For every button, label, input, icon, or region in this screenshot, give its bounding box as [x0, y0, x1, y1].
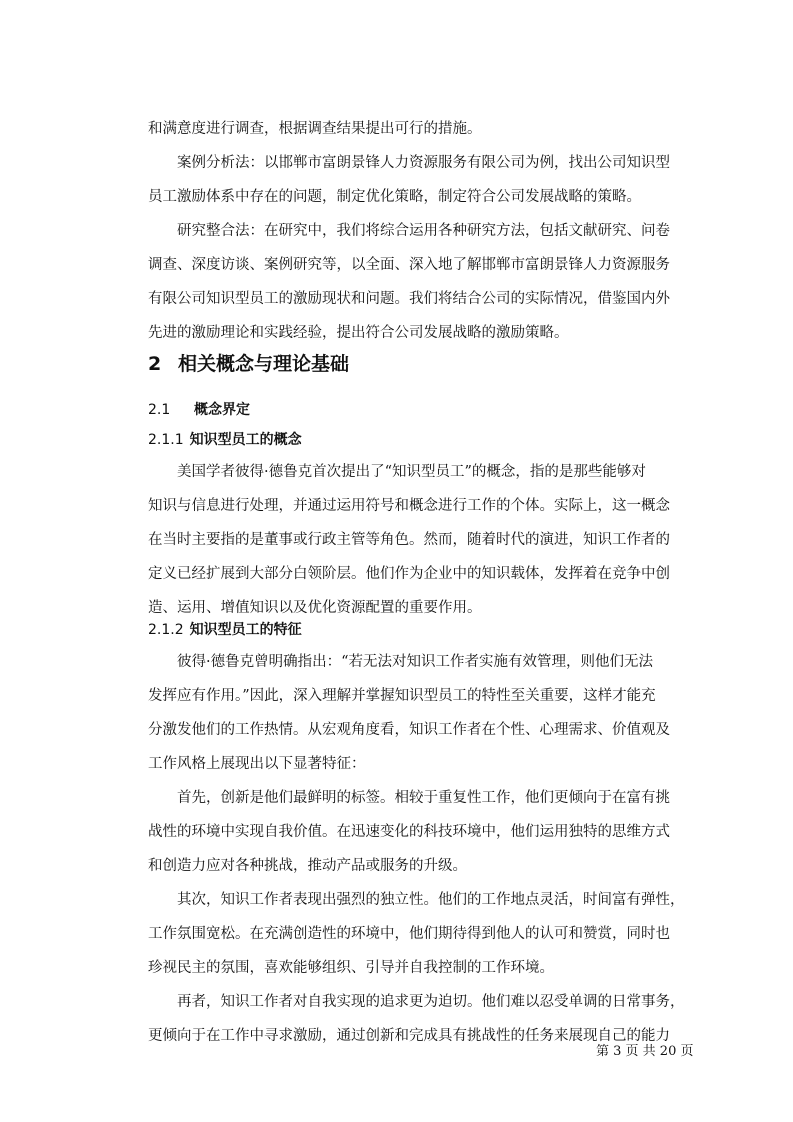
paragraph-independence	[148, 883, 718, 985]
subsection-heading	[148, 425, 302, 455]
text-line: 发挥应有作用。”因此，深入理解并掌握知识型员工的特性至关重要，这样才能充	[148, 688, 656, 704]
text-line: 知识与信息进行处理，并通过运用符号和概念进行工作的个体。实际上，这一概念	[148, 498, 670, 514]
subsection-title: 知识型员工的概念	[189, 432, 302, 448]
chapter-title: 相关概念与理论基础	[178, 353, 350, 375]
subsection-heading	[148, 615, 302, 645]
text-line: 分激发他们的工作热情。从宏观角度看，知识工作者在个性、心理需求、价值观及	[148, 722, 670, 738]
paragraph-survey-end	[148, 112, 718, 146]
text-line: 珍视民主的氛围，喜欢能够组织、引导并自我控制的工作环境。	[148, 960, 554, 976]
text-line: 案例分析法：以邯郸市富朗景锋人力资源服务有限公司为例，找出公司知识型	[148, 155, 670, 171]
section-number: 2.1	[148, 402, 171, 418]
chapter-number: 2	[148, 353, 162, 375]
text-line: 定义已经扩展到大部分白领阶层。他们作为企业中的知识载体，发挥着在竞争中创	[148, 566, 670, 582]
text-line: 和创造力应对各种挑战，推动产品或服务的升级。	[148, 858, 467, 874]
text-line: 其次，知识工作者表现出强烈的独立性。他们的工作地点灵活，时间富有弹性，	[148, 892, 685, 908]
paragraph-case-analysis	[148, 146, 718, 214]
text-line: 员工激励体系中存在的问题，制定优化策略，制定符合公司发展战略的策略。	[148, 189, 641, 205]
text-line: 再者，知识工作者对自我实现的追求更为迫切。他们难以忍受单调的日常事务，	[148, 994, 685, 1010]
text-line: 有限公司知识型员工的激励现状和问题。我们将结合公司的实际情况，借鉴国内外	[148, 291, 670, 307]
section-title: 概念界定	[194, 402, 250, 418]
subsection-number: 2.1.1	[148, 432, 184, 448]
chapter-heading	[148, 344, 349, 384]
text-line: 先进的激励理论和实践经验，提出符合公司发展战略的激励策略。	[148, 325, 569, 341]
subsection-title: 知识型员工的特征	[189, 622, 302, 638]
text-line: 在当时主要指的是董事或行政主管等角色。然而，随着时代的演进，知识工作者的	[148, 532, 670, 548]
text-line: 造、运用、增值知识以及优化资源配置的重要作用。	[148, 600, 482, 616]
page-number-footer: 第 3 页 共 20 页	[596, 1044, 694, 1059]
text-line: 战性的环境中实现自我价值。在迅速变化的科技环境中，他们运用独特的思维方式	[148, 824, 670, 840]
text-line: 更倾向于在工作中寻求激励，通过创新和完成具有挑战性的任务来展现自己的能力	[148, 1028, 670, 1044]
text-line: 美国学者彼得·德鲁克首次提出了“知识型员工”的概念，指的是那些能够对	[148, 464, 646, 480]
text-line: 调查、深度访谈、案例研究等，以全面、深入地了解邯郸市富朗景锋人力资源服务	[148, 257, 670, 273]
text-line: 工作风格上展现出以下显著特征：	[148, 756, 366, 772]
text-line: 研究整合法：在研究中，我们将综合运用各种研究方法，包括文献研究、问卷	[148, 223, 670, 239]
paragraph-innovation	[148, 781, 718, 883]
text-line: 彼得·德鲁克曾明确指出：“若无法对知识工作者实施有效管理，则他们无法	[148, 654, 654, 670]
text-line: 首先，创新是他们最鲜明的标签。相较于重复性工作，他们更倾向于在富有挑	[148, 790, 670, 806]
paragraph-research-integration	[148, 214, 718, 350]
text-line: 工作氛围宽松。在充满创造性的环境中，他们期待得到他人的认可和赞赏，同时也	[148, 926, 670, 942]
subsection-number: 2.1.2	[148, 622, 184, 638]
section-heading	[148, 395, 250, 425]
paragraph-drucker-quote	[148, 645, 718, 781]
paragraph-concept	[148, 455, 718, 625]
text-line: 和满意度进行调查，根据调查结果提出可行的措施。	[148, 121, 482, 137]
